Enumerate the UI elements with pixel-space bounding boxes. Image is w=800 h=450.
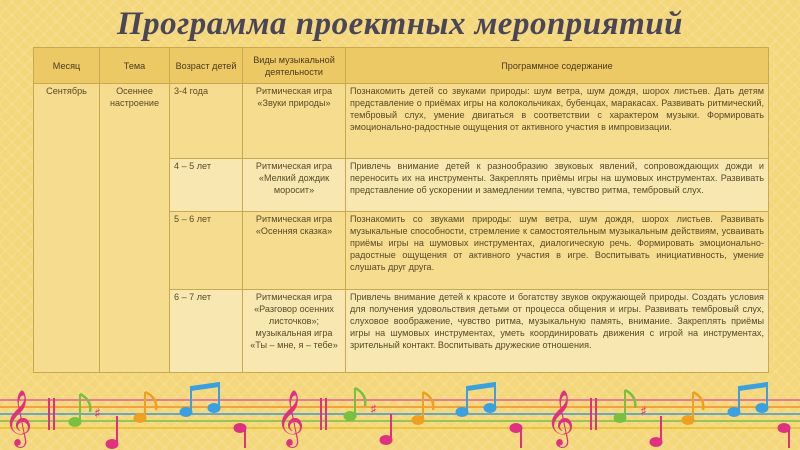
- header-content: Программное содержание: [346, 48, 769, 84]
- program-table: [33, 47, 769, 373]
- age-cell: 5 – 6 лет: [170, 212, 243, 290]
- staff-lines: [0, 400, 800, 428]
- treble-clef-icon: 𝄞: [4, 390, 33, 446]
- sharp-note-icon: [370, 402, 392, 445]
- age-cell: 6 – 7 лет: [170, 290, 243, 373]
- activity-cell: Ритмическая игра «Разговор осенних листочков»; музыкальная игра «Ты – мне, я – тебе»: [243, 290, 346, 373]
- quarter-note-icon: [778, 424, 790, 449]
- treble-clef-icon: 𝄞: [546, 390, 575, 446]
- svg-text:♯: ♯: [640, 404, 647, 420]
- content-cell: Познакомить со звуками природы: шум ветра, шум дождя, шорох листьев. Развивать музыкальные способности, стремление к самостоятельным музыкальным действиям, усваивать приёмы игры на шумовых инструментах, диалогическую речь. Формировать эмоционально-радостные ощущения от активного участия в игре. Воспитывать инициативность, умение слушать друг друга.: [346, 212, 769, 290]
- content-cell: Привлечь внимание детей к красоте и богатству звуков окружающей природы. Создать условия для получения удовольствия детьми от процесса общения и игры. Развивать тембровый слух, слуховое воображение, чувство ритма, музыкальную память, внимание. Закреплять приёмы игры на шумовых инструментах, уметь координировать движения с игрой на инструментах, зрительный контакт. Воспитывать дружеские отношения.: [346, 290, 769, 373]
- header-month: Месяц: [34, 48, 100, 84]
- svg-text:♯: ♯: [370, 402, 377, 418]
- eighth-note-icon: [682, 392, 703, 425]
- eighth-note-icon: [412, 392, 433, 425]
- header-age: Возраст детей: [170, 48, 243, 84]
- quarter-note-icon: [510, 424, 522, 449]
- music-staff-decoration: [0, 378, 800, 450]
- eighth-note-icon: [344, 388, 365, 421]
- activity-cell: Ритмическая игра «Звуки природы»: [243, 84, 346, 159]
- sharp-note-icon: [640, 404, 662, 447]
- activity-cell: Ритмическая игра «Мелкий дождик моросит»: [243, 159, 346, 212]
- age-cell: 4 – 5 лет: [170, 159, 243, 212]
- theme-cell: Осеннее настроение: [100, 84, 170, 373]
- header-activity: Виды музыкальной деятельности: [243, 48, 346, 84]
- treble-clef-icon: 𝄞: [276, 390, 305, 446]
- content-cell: Познакомить детей со звуками природы: шум ветра, шум дождя, шорох листьев. Дать детям представление о приёмах игры на колокольчиках, бубенцах, маракасах. Развивать ритмический, тембровый слух, умение двигаться в соответствии с характером музыки. Формировать эмоционально-радостные ощущения от активного участия в импровизации.: [346, 84, 769, 159]
- activity-cell: Ритмическая игра «Осенняя сказка»: [243, 212, 346, 290]
- header-theme: Тема: [100, 48, 170, 84]
- month-cell: Сентябрь: [34, 84, 100, 373]
- age-cell: 3-4 года: [170, 84, 243, 159]
- page-title: Программа проектных мероприятий: [116, 6, 684, 42]
- quarter-note-icon: [234, 424, 246, 449]
- table-header-row: [34, 48, 769, 84]
- svg-text:♯: ♯: [94, 406, 101, 422]
- table-row: [34, 84, 769, 159]
- content-cell: Привлечь внимание детей к разнообразию звуковых явлений, сопровождающих дожди и переносить их на инструменты. Закреплять приёмы игры на шумовых инструментах. Развивать представление об ускорении и замедлении темпа, чувство ритма, тембровый слух.: [346, 159, 769, 212]
